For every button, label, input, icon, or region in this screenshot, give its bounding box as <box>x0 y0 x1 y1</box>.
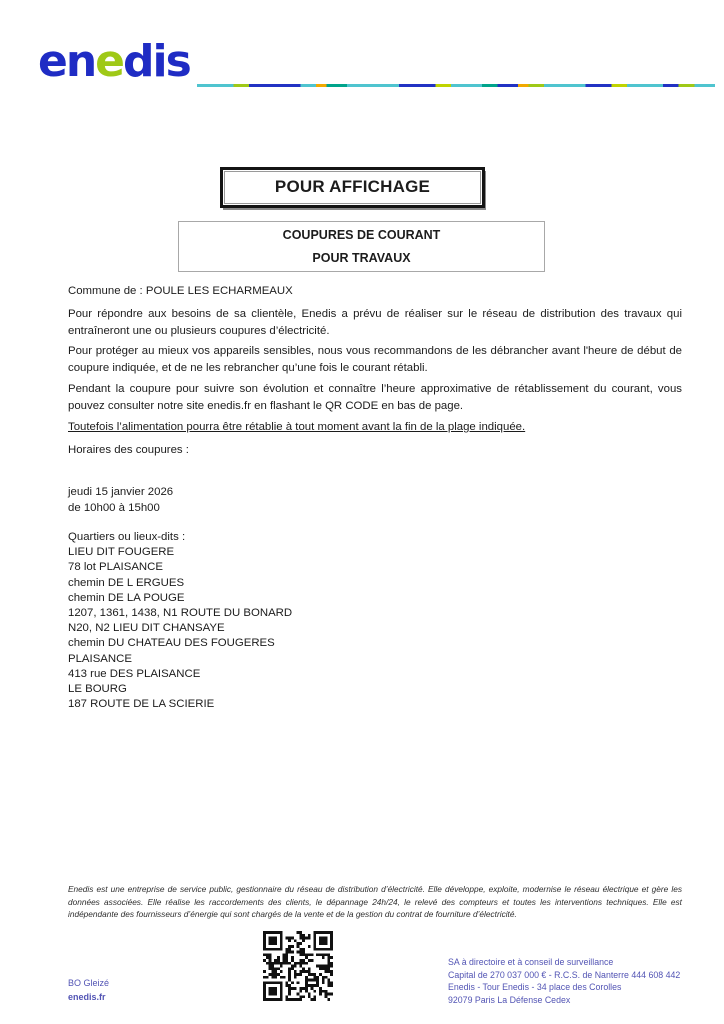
schedule-date: jeudi 15 janvier 2026 <box>68 486 174 498</box>
company-info-line: Enedis - Tour Enedis - 34 place des Corolles <box>448 982 622 993</box>
quartiers-block <box>68 530 682 712</box>
banner-title: POUR AFFICHAGE <box>224 171 481 204</box>
pour-affichage-banner <box>220 167 485 208</box>
address-line: LE BOURG <box>68 683 127 696</box>
bo-block <box>68 977 109 1004</box>
address-line: 413 rue DES PLAISANCE <box>68 667 201 680</box>
schedule-time: de 10h00 à 15h00 <box>68 502 160 514</box>
address-line: PLAISANCE <box>68 652 132 665</box>
address-line: 187 ROUTE DE LA SCIERIE <box>68 698 215 711</box>
schedule-block <box>68 484 682 516</box>
logo-text-part-green: e <box>95 36 124 87</box>
paragraph-underlined <box>68 419 682 436</box>
paragraph-advice: Pour protéger au mieux vos appareils sensibles, nous vous recommandons de les débrancher avant l'heure de début de coupure indiquée, et de ne les rebrancher qu’une fois le courant rétabli. <box>68 345 682 374</box>
address-line: N20, N2 LIEU DIT CHANSAYE <box>68 622 225 635</box>
company-info-line: 92079 Paris La Défense Cedex <box>448 995 571 1006</box>
horaires-label: Horaires des coupures : <box>68 444 189 456</box>
logo-text-part: en <box>38 36 96 87</box>
commune-line: Commune de : POULE LES ECHARMEAUX <box>68 285 293 297</box>
underlined-sentence: Toutefois l’alimentation pourra être rétablie à tout moment avant la fin de la plage indiquée. <box>68 421 526 433</box>
quartiers-label: Quartiers ou lieux-dits : <box>68 531 186 543</box>
paragraph-qrcode-info: Pendant la coupure pour suivre son évolution et connaître l’heure approximative de rétablissement du courant, vous pouvez consulter notre site enedis.fr en flashant le QR CODE en bas de page. <box>68 383 682 412</box>
notice-line-1: COUPURES DE COURANT <box>282 228 441 242</box>
bo-label: BO Gleizé <box>68 978 110 988</box>
address-line: chemin DU CHATEAU DES FOUGERES <box>68 637 275 650</box>
address-line: 1207, 1361, 1438, N1 ROUTE DU BONARD <box>68 607 293 620</box>
company-info-line: SA à directoire et à conseil de surveillance <box>448 957 614 967</box>
qr-code <box>263 931 333 1001</box>
address-line: LIEU DIT FOUGERE <box>68 546 175 559</box>
address-line: 78 lot PLAISANCE <box>68 561 163 574</box>
logo-text-part: dis <box>123 36 190 87</box>
address-line: chemin DE L ERGUES <box>68 576 185 589</box>
coupures-notice-box <box>178 221 545 272</box>
company-info-line: Capital de 270 037 000 € - R.C.S. de Nanterre 444 608 442 <box>448 969 681 980</box>
notice-line-2: POUR TRAVAUX <box>312 251 411 265</box>
enedis-site-label: enedis.fr <box>68 991 106 1002</box>
brand-divider-line <box>197 84 715 87</box>
paragraph-intro: Pour répondre aux besoins de sa clientèle, Enedis a prévu de réaliser sur le réseau de distribution des travaux qui entraîneront une ou plusieurs coupures d’électricité. <box>68 308 682 337</box>
address-line: chemin DE LA POUGE <box>68 591 185 604</box>
company-info-block <box>448 956 680 1007</box>
legal-paragraph: Enedis est une entreprise de service public, gestionnaire du réseau de distribution d’électricité. Elle développe, exploite, modernise le réseau électrique et gère les données associées. Elle réalise les raccordements des clients, le dépannage 24h/24, le relevé des compteurs et toutes les interventions techniques. Elle est indépendante des fournisseurs d’énergie qui sont chargés de la vente et de la gestion du contrat de fourniture d’électricité. <box>68 884 682 920</box>
enedis-logo <box>38 36 190 87</box>
